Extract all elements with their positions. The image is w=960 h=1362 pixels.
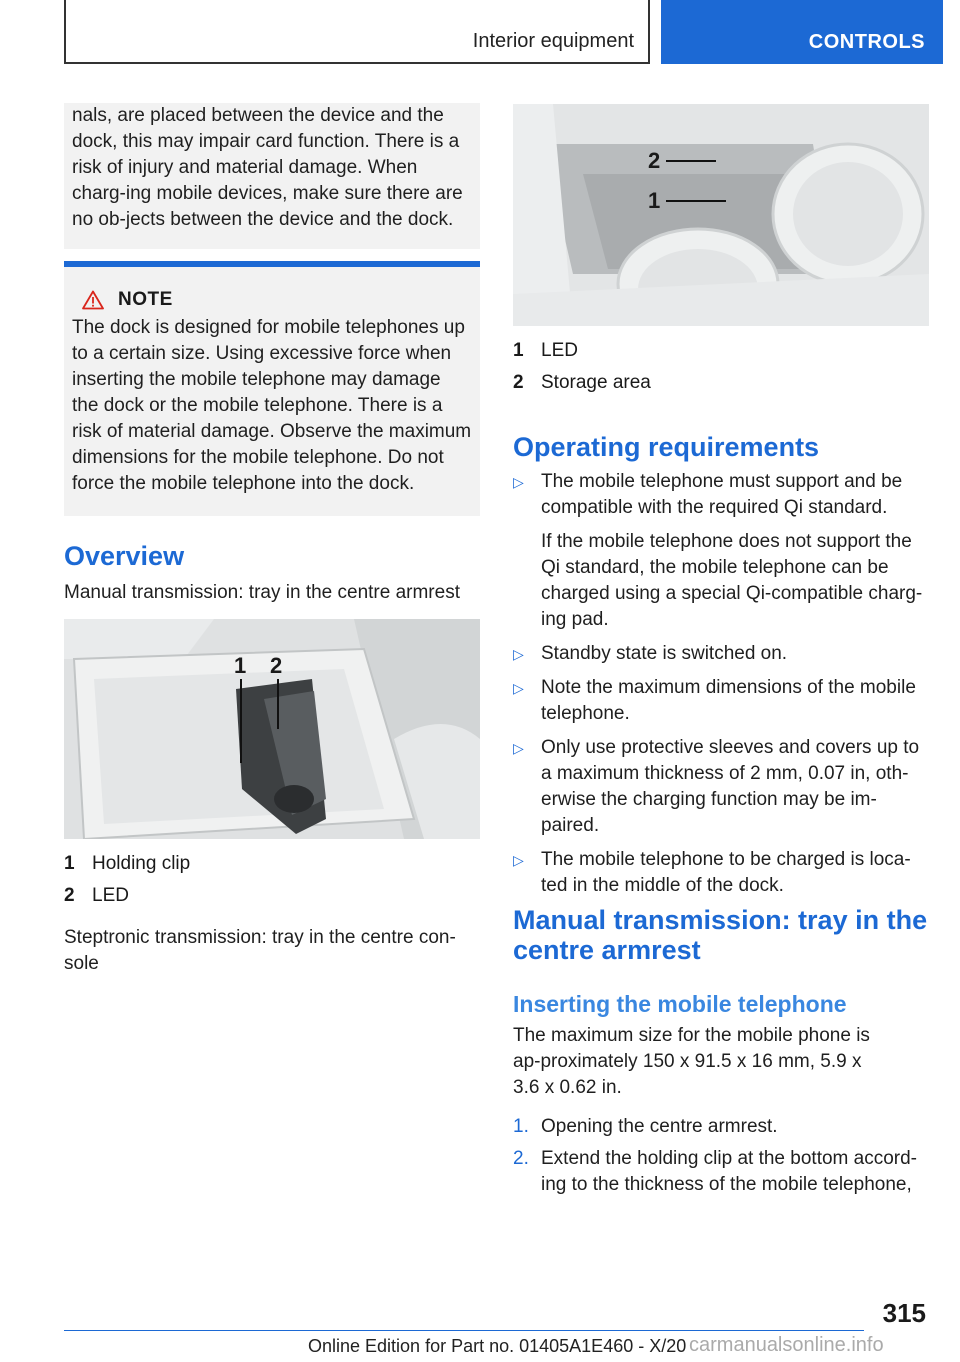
warning-continuation (64, 103, 480, 249)
callout-line-1 (240, 679, 242, 763)
footer-rule (64, 1330, 864, 1331)
image-callout-1: 1 (648, 188, 661, 213)
legend-num: 1 (513, 340, 524, 361)
note-header (82, 289, 472, 311)
steptronic-text: Steptronic transmission: tray in the centre con‐sole (64, 927, 456, 974)
note-box (64, 261, 480, 516)
bullet-triangle-icon: ▷ (513, 852, 524, 868)
list-item (513, 469, 929, 633)
note-label: NOTE (118, 289, 173, 310)
legend-text: LED (92, 885, 129, 906)
console-legend (513, 335, 651, 399)
max-size-text: The maximum size for the mobile phone is ap‐proximately 150 x 91.5 x 16 mm, 5.9 x 3.6 x 0.62 in. (513, 1025, 870, 1098)
bullet-text: Note the maximum dimensions of the mobile telephone. (541, 677, 916, 724)
header-tab-label: CONTROLS (808, 31, 925, 53)
bullet-triangle-icon: ▷ (513, 740, 524, 756)
bullet-triangle-icon: ▷ (513, 646, 524, 662)
header-section-box (64, 0, 650, 64)
step-item (513, 1114, 929, 1140)
legend-item (64, 880, 190, 912)
footer-edition: Online Edition for Part no. 01405A1E460 - X/20 (308, 1336, 687, 1356)
legend-item (513, 367, 651, 399)
step-text: Opening the centre armrest. (541, 1116, 778, 1137)
overview-legend (64, 848, 190, 912)
operating-requirements-list (513, 469, 929, 907)
legend-item (513, 335, 651, 367)
bullet-text: The mobile telephone to be charged is loca‐ted in the middle of the dock. (541, 849, 911, 896)
note-text: The dock is designed for mobile telephones up to a certain size. Using excessive force when inserting the mobile telephone may damage the dock or the mobile telephone. There is a risk of material damage. Observe the maximum dimensions for the mobile telephone. Do not force the mobile telephone into the dock. (72, 317, 472, 494)
legend-num: 2 (513, 372, 524, 393)
legend-item (64, 848, 190, 880)
legend-text: Holding clip (92, 853, 191, 874)
image-callout-2: 2 (648, 148, 661, 173)
step-text: Extend the holding clip at the bottom accord‐ing to the thickness of the mobile telephone, (541, 1148, 918, 1195)
warning-triangle-icon (82, 290, 104, 310)
list-item (513, 675, 929, 727)
list-item (513, 847, 929, 899)
inserting-phone-heading: Inserting the mobile telephone (513, 991, 847, 1017)
bullet-subtext: If the mobile telephone does not support the Qi standard, the mobile telephone can be charged using a special Qi-compatible charg‐ing pad. (541, 531, 923, 630)
image-callout-2: 2 (270, 653, 283, 678)
operating-requirements-heading: Operating requirements (513, 432, 820, 462)
list-item (513, 735, 929, 839)
bullet-text: The mobile telephone must support and be compatible with the required Qi standard. (541, 471, 903, 518)
header-section-title: Interior equipment (472, 30, 634, 52)
step-item (513, 1146, 929, 1198)
image-callout-1: 1 (234, 653, 247, 678)
bullet-triangle-icon: ▷ (513, 680, 524, 696)
callout-line-2 (666, 160, 716, 162)
warning-continuation-text: nals, are placed between the device and the dock, this may impair card function. There is a risk of injury and material damage. When charg‐ing mobile devices, make sure there are no ob‐jects between the device and the dock. (72, 105, 463, 230)
armrest-tray-illustration (64, 619, 480, 839)
header-controls-tab (661, 0, 943, 64)
overview-intro: Manual transmission: tray in the centre armrest (64, 582, 460, 603)
callout-line-1 (666, 200, 726, 202)
bullet-text: Only use protective sleeves and covers up to a maximum thickness of 2 mm, 0.07 in, oth‐erwise the charging function may be im‐paired. (541, 737, 920, 836)
step-number: 2. (513, 1148, 529, 1169)
armrest-tray-photo (64, 619, 480, 839)
bullet-triangle-icon: ▷ (513, 474, 524, 490)
centre-console-photo (513, 104, 929, 326)
step-number: 1. (513, 1116, 529, 1137)
footer-watermark: carmanualsonline.info (689, 1334, 884, 1356)
callout-line-2 (277, 679, 279, 729)
legend-num: 2 (64, 885, 75, 906)
bullet-text: Standby state is switched on. (541, 643, 788, 664)
page-number: 315 (882, 1298, 926, 1328)
overview-heading: Overview (64, 541, 185, 571)
legend-num: 1 (64, 853, 75, 874)
list-item (513, 641, 929, 667)
manual-transmission-heading: Manual transmission: tray in the centre armrest (513, 905, 928, 965)
centre-console-illustration (513, 104, 929, 326)
legend-text: LED (541, 340, 578, 361)
steps-list (513, 1114, 929, 1204)
legend-text: Storage area (541, 372, 651, 393)
